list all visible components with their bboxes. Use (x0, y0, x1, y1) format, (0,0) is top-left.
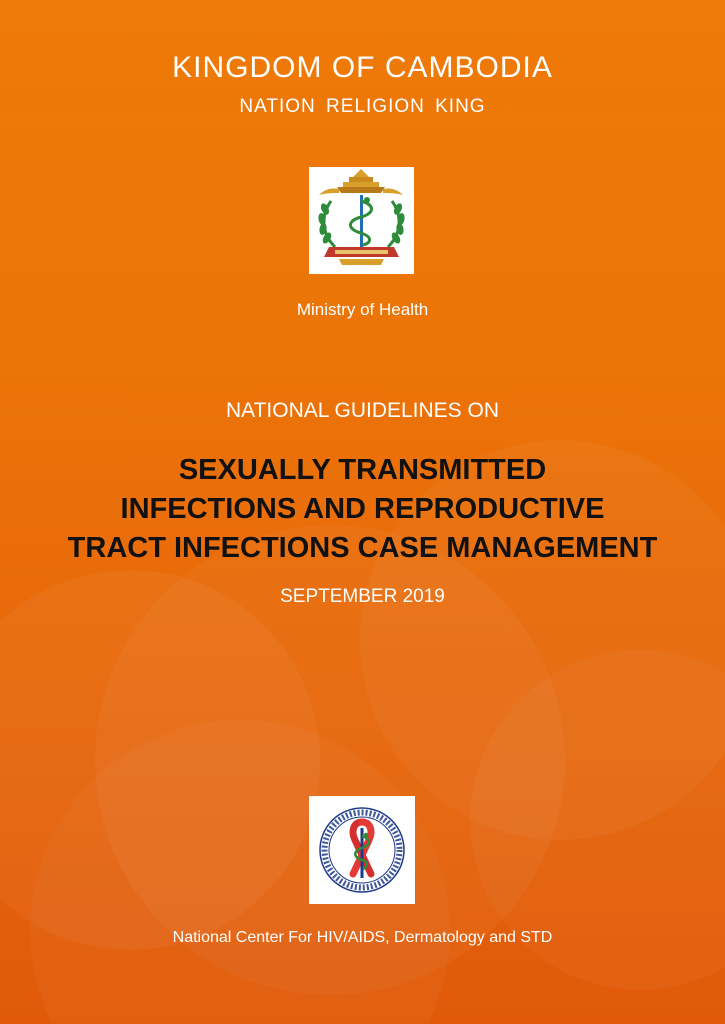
publication-date: SEPTEMBER 2019 (280, 586, 445, 607)
country-name: KINGDOM OF CAMBODIA (172, 51, 553, 84)
ministry-name: Ministry of Health (296, 300, 429, 319)
nchads-emblem-icon (309, 796, 415, 904)
title-line: INFECTIONS AND REPRODUCTIVE (120, 493, 605, 525)
title-line: TRACT INFECTIONS CASE MANAGEMENT (67, 532, 658, 564)
document-title (0, 451, 725, 568)
title-line: SEXUALLY TRANSMITTED (178, 454, 547, 486)
ministry-of-health-emblem-icon (309, 167, 414, 274)
national-motto: NATION RELIGION KING (239, 96, 486, 117)
document-subtitle: NATIONAL GUIDELINES ON (225, 399, 500, 422)
organization-name: National Center For HIV/AIDS, Dermatology and STD (172, 929, 553, 946)
